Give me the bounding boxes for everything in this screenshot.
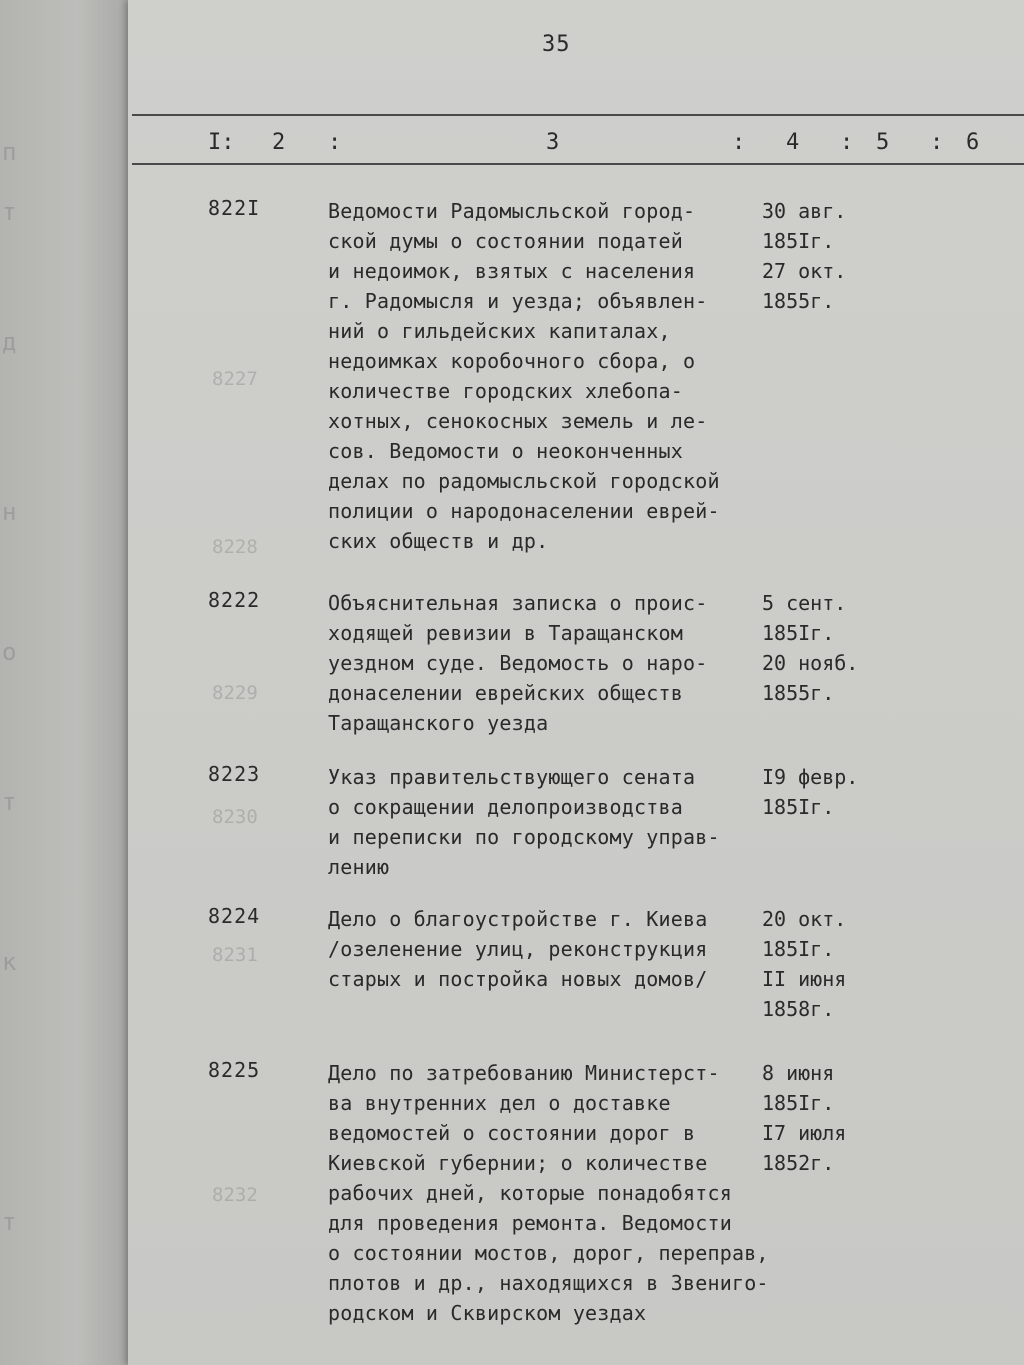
description-line: для проведения ремонта. Ведомости xyxy=(328,1211,732,1235)
date-line: 1855г. xyxy=(762,289,835,313)
entry-number: 8222 xyxy=(208,588,261,612)
bleed-through-mark: 8229 xyxy=(212,682,258,704)
date-line: 1858г. xyxy=(762,997,835,1021)
description-line: донаселении еврейских обществ xyxy=(328,681,683,705)
description-line: сов. Ведомости о неоконченных xyxy=(328,439,683,463)
date-line: 1855г. xyxy=(762,681,835,705)
description-line: ской думы о состоянии податей xyxy=(328,229,683,253)
description-line: лению xyxy=(328,855,390,879)
column-separator: : xyxy=(930,130,944,155)
description-line: и недоимок, взятых с населения xyxy=(328,259,696,283)
entry-description xyxy=(328,196,808,556)
column-separator: : xyxy=(732,130,746,155)
description-line: Объяснительная записка о проис- xyxy=(328,591,708,615)
description-line: Дело о благоустройстве г. Киева xyxy=(328,907,708,931)
entry-number: 8225 xyxy=(208,1058,261,1082)
description-line: полиции о народонаселении еврей- xyxy=(328,499,720,523)
description-line: ва внутренних дел о доставке xyxy=(328,1091,671,1115)
description-line: рабочих дней, которые понадобятся xyxy=(328,1181,732,1205)
entry-description xyxy=(328,588,808,738)
date-line: 20 нояб. xyxy=(762,651,859,675)
description-line: Дело по затребованию Министерст- xyxy=(328,1061,720,1085)
date-line: I9 февр. xyxy=(762,765,859,789)
column-separator: : xyxy=(840,130,854,155)
description-line: плотов и др., находящихся в Звениго- xyxy=(328,1271,769,1295)
description-line: о состоянии мостов, дорог, переправ, xyxy=(328,1241,769,1265)
description-line: Киевской губернии; о количестве xyxy=(328,1151,708,1175)
description-line: ходящей ревизии в Таращанском xyxy=(328,621,683,645)
column-header-5: 5 xyxy=(876,130,890,155)
entry-description xyxy=(328,904,808,994)
column-header-4: 4 xyxy=(786,130,800,155)
date-line: 5 сент. xyxy=(762,591,847,615)
entry-dates xyxy=(762,1058,882,1178)
bleed-through-mark: 8232 xyxy=(212,1184,258,1206)
description-line: /озеленение улиц, реконструкция xyxy=(328,937,708,961)
description-line: старых и постройка новых домов/ xyxy=(328,967,708,991)
date-line: 20 окт. xyxy=(762,907,847,931)
bleed-through-mark: 8228 xyxy=(212,536,258,558)
header-rule-bottom xyxy=(132,163,1024,165)
date-line: 185Iг. xyxy=(762,621,835,645)
previous-page-edge: п т д н о т к т xyxy=(0,0,128,1365)
entry-dates xyxy=(762,588,882,708)
description-line: Таращанского уезда xyxy=(328,711,549,735)
entry-description xyxy=(328,762,808,882)
entry-number: 822I xyxy=(208,196,261,220)
description-line: ских обществ и др. xyxy=(328,529,549,553)
date-line: II июня xyxy=(762,967,847,991)
entry-dates xyxy=(762,196,882,316)
date-line: 185Iг. xyxy=(762,1091,835,1115)
column-header-6: 6 xyxy=(966,130,980,155)
description-line: родском и Сквирском уездах xyxy=(328,1301,647,1325)
description-line: уездном суде. Ведомость о наро- xyxy=(328,651,708,675)
description-line: ведомостей о состоянии дорог в xyxy=(328,1121,696,1145)
description-line: о сокращении делопроизводства xyxy=(328,795,683,819)
entry-dates xyxy=(762,762,882,822)
description-line: г. Радомысля и уезда; объявлен- xyxy=(328,289,708,313)
date-line: 1852г. xyxy=(762,1151,835,1175)
column-separator: : xyxy=(328,130,342,155)
entry-number: 8223 xyxy=(208,762,261,786)
header-rule-top xyxy=(132,114,1024,116)
entry-number: 8224 xyxy=(208,904,261,928)
column-header-3: 3 xyxy=(546,130,560,155)
date-line: 185Iг. xyxy=(762,937,835,961)
bleed-through-mark: 8231 xyxy=(212,944,258,966)
entry-description xyxy=(328,1058,808,1328)
date-line: 185Iг. xyxy=(762,795,835,819)
description-line: делах по радомысльской городской xyxy=(328,469,720,493)
date-line: 27 окт. xyxy=(762,259,847,283)
date-line: 30 авг. xyxy=(762,199,847,223)
page-number: 35 xyxy=(542,32,571,57)
description-line: хотных, сенокосных земель и ле- xyxy=(328,409,708,433)
date-line: I7 июля xyxy=(762,1121,847,1145)
description-line: и переписки по городскому управ- xyxy=(328,825,720,849)
entry-dates xyxy=(762,904,882,1024)
description-line: недоимках коробочного сбора, о xyxy=(328,349,696,373)
description-line: количестве городских хлебопа- xyxy=(328,379,683,403)
bleed-through-mark: 8230 xyxy=(212,806,258,828)
bleed-through-mark: 8227 xyxy=(212,368,258,390)
date-line: 185Iг. xyxy=(762,229,835,253)
column-header-1: I: xyxy=(208,130,235,155)
description-line: Указ правительствующего сената xyxy=(328,765,696,789)
description-line: Ведомости Радомысльской город- xyxy=(328,199,696,223)
date-line: 8 июня xyxy=(762,1061,835,1085)
description-line: ний о гильдейских капиталах, xyxy=(328,319,671,343)
column-header-2: 2 xyxy=(272,130,286,155)
document-page xyxy=(128,0,1024,1365)
